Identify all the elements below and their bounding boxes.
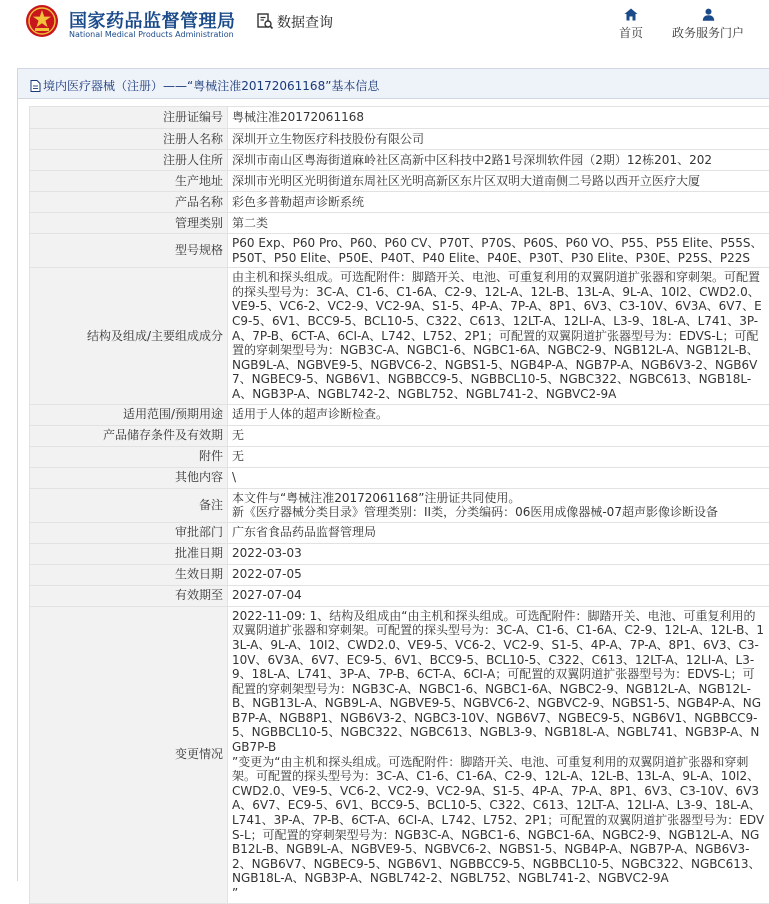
document-icon	[30, 80, 41, 92]
record-table	[29, 106, 769, 904]
field-label: 有效期至	[30, 585, 228, 606]
field-label: 型号规格	[30, 234, 228, 268]
field-label: 生效日期	[30, 564, 228, 585]
breadcrumb	[18, 69, 769, 99]
change-entry: 2022-11-09: 1、结构及组成由“由主机和探头组成。可选配附件：脚踏开关、电池、可重复利用的双翼阴道扩张器和穿刺架。可配置的探头型号为：3C-A、C1-6、C1-6A、C2-9、12L-A、12L-B、13L-A、9L-A、10I2、CWD2.0、VE9-5、VC6-2、VC2-9、S1-5、4P-A、7P-A、8P1、6V3、C3-10V、6V3A、6V7、EC9-5、6V1、BCC9-5、BCL10-5、C322、C613、12LT-A、12LI-A、L3-9、18L-A、L741、3P-A、7P-B、6CT-A、6CI-A；可配置的双翼阴道扩张器型号为：EDVS-L；可配置的穿刺架型号为：NGB3C-A、NGBC1-6、NGBC1-6A、NGBC2-9、NGB12L-A、NGB12L-B、NGB13L-A、NGB9L-A、NGBVE9-5、NGBVC6-2、NGBVC2-9、NGBS1-5、NGB4P-A、NGB7P-A、NGB8P1、NGB6V3-2、NGBC3-10V、NGB6V7、NGBEC9-5、NGB6V1、NGBBCC9-5、NGBBCL10-5、NGBC322、NGBC613、NGBL3-9、NGB18L-A、NGBL741、NGB3P-A、NGB7P-B	[232, 609, 765, 755]
address-value: 深圳市南山区粤海街道麻岭社区高新中区科技中2路1号深圳软件园（2期）12栋201、202	[228, 150, 769, 171]
home-icon	[624, 8, 638, 21]
data-query-label: 数据查询	[277, 15, 333, 31]
model-spec-value: P60 Exp、P60 Pro、P60、P60 CV、P70T、P70S、P60S、P60 VO、P55、P55 Elite、P55S、P50T、P50 Elite、P50E、P40T、P40 Elite、P40E、P30T、P30 Elite、P30E、P25S、P22S	[228, 234, 769, 268]
structure-value: 由主机和探头组成。可选配附件：脚踏开关、电池、可重复利用的双翼阴道扩张器和穿刺架。可配置的探头型号为：3C-A、C1-6、C1-6A、C2-9、12L-A、12L-B、13L-A、9L-A、10I2、CWD2.0、VE9-5、VC6-2、VC2-9、VC2-9A、S1-5、4P-A、7P-A、8P1、6V3、C3-10V、6V3A、6V7、EC9-5、6V1、BCC9-5、BCL10-5、C322、C613、12LT-A、12LI-A、L3-9、18L-A、L741、3P-A、7P-B、6CT-A、6CI-A、L742、L752、2P1；可配置的双翼阴道扩张器型号为：EDVS-L；可配置的穿刺架型号为：NGB3C-A、NGBC1-6、NGBC1-6A、NGBC2-9、NGB12L-A、NGB12L-B、NGB9L-A、NGBVE9-5、NGBVC6-2、NGBS1-5、NGB4P-A、NGB7P-A、NGB6V3-2、NGB6V7、NGBEC9-5、NGB6V1、NGBBCC9-5、NGBBCL10-5、NGBC322、NGBC613、NGB18L-A、NGB3P-A、NGBL742-2、NGBL752、NGBL741-2、NGBVC2-9A	[228, 268, 769, 404]
field-label: 其他内容	[30, 467, 228, 488]
field-label: 注册人住所	[30, 150, 228, 171]
field-label: 产品名称	[30, 192, 228, 213]
nmpa-emblem-icon[interactable]	[25, 4, 59, 38]
table-row	[30, 446, 769, 467]
storage-value: 无	[228, 425, 769, 446]
table-row	[30, 467, 769, 488]
user-icon	[702, 8, 715, 21]
table-row	[30, 150, 769, 171]
site-header	[0, 0, 769, 58]
remark-value	[228, 488, 769, 522]
attachment-value: 无	[228, 446, 769, 467]
table-row	[30, 585, 769, 606]
table-row	[30, 522, 769, 543]
approval-date-value: 2022-03-03	[228, 543, 769, 564]
table-row	[30, 543, 769, 564]
registrant-value: 深圳开立生物医疗科技股份有限公司	[228, 129, 769, 150]
field-label: 产品储存条件及有效期	[30, 425, 228, 446]
table-row	[30, 404, 769, 425]
field-label: 注册证编号	[30, 107, 228, 129]
effective-date-value: 2022-07-05	[228, 564, 769, 585]
change-history-value	[228, 606, 769, 903]
record-panel	[17, 68, 769, 881]
nav-service-portal[interactable]	[668, 8, 748, 41]
nav-portal-label: 政务服务门户	[672, 26, 744, 40]
field-label: 批准日期	[30, 543, 228, 564]
table-row	[30, 129, 769, 150]
data-query-link[interactable]	[256, 12, 333, 32]
data-search-icon	[256, 12, 274, 30]
table-row	[30, 564, 769, 585]
brand-title[interactable]: 国家药品监督管理局	[69, 7, 236, 33]
field-label: 生产地址	[30, 171, 228, 192]
nav-home[interactable]	[612, 8, 650, 41]
reg-no-value: 粤械注准20172061168	[228, 107, 769, 129]
scope-value: 适用于人体的超声诊断检查。	[228, 404, 769, 425]
field-label: 备注	[30, 488, 228, 522]
field-label: 审批部门	[30, 522, 228, 543]
product-name-value: 彩色多普勒超声诊断系统	[228, 192, 769, 213]
field-label: 变更情况	[30, 606, 228, 903]
table-row	[30, 107, 769, 129]
category-value: 第二类	[228, 213, 769, 234]
brand-subtitle: National Medical Products Administration	[69, 30, 234, 39]
remark-line: 新《医疗器械分类目录》管理类别：II类，分类编码：06医用成像器械-07超声影像诊断设备	[232, 505, 765, 520]
field-label: 附件	[30, 446, 228, 467]
remark-line: 本文件与“粤械注准20172061168”注册证共同使用。	[232, 491, 765, 506]
field-label: 适用范围/预期用途	[30, 404, 228, 425]
table-row	[30, 213, 769, 234]
table-row	[30, 171, 769, 192]
table-row	[30, 192, 769, 213]
table-row	[30, 425, 769, 446]
other-value: \	[228, 467, 769, 488]
change-entry: ”变更为“由主机和探头组成。可选配附件：脚踏开关、电池、可重复利用的双翼阴道扩张器和穿刺架。可配置的探头型号为：3C-A、C1-6、C1-6A、C2-9、12L-A、12L-B、13L-A、9L-A、10I2、CWD2.0、VE9-5、VC6-2、VC2-9、VC2-9A、S1-5、4P-A、7P-A、8P1、6V3、C3-10V、6V3A、6V7、EC9-5、6V1、BCC9-5、BCL10-5、C322、C613、12LT-A、12LI-A、L3-9、18L-A、L741、3P-A、7P-B、6CT-A、6CI-A、L742、L752、2P1；可配置的双翼阴道扩张器型号为：EDVS-L；可配置的穿刺架型号为：NGB3C-A、NGBC1-6、NGBC1-6A、NGBC2-9、NGB12L-A、NGB12L-B、NGB9L-A、NGBVE9-5、NGBVC6-2、NGBS1-5、NGB4P-A、NGB7P-A、NGB6V3-2、NGB6V7、NGBEC9-5、NGB6V1、NGBBCC9-5、NGBBCL10-5、NGBC322、NGBC613、NGB18L-A、NGB3P-A、NGBL742-2、NGBL752、NGBL741-2、NGBVC2-9A	[232, 755, 765, 886]
table-row	[30, 268, 769, 404]
table-row	[30, 488, 769, 522]
field-label: 管理类别	[30, 213, 228, 234]
breadcrumb-text: 境内医疗器械（注册）——“粤械注准20172061168”基本信息	[43, 79, 379, 93]
nav-home-label: 首页	[619, 26, 643, 40]
expiry-date-value: 2027-07-04	[228, 585, 769, 606]
field-label: 结构及组成/主要组成成分	[30, 268, 228, 404]
table-row	[30, 606, 769, 903]
table-row	[30, 234, 769, 268]
field-label: 注册人名称	[30, 129, 228, 150]
approval-dept-value: 广东省食品药品监督管理局	[228, 522, 769, 543]
production-address-value: 深圳市光明区光明街道东周社区光明高新区东片区双明大道南侧二号路以西开立医疗大厦	[228, 171, 769, 192]
change-entry: ”	[232, 886, 765, 901]
